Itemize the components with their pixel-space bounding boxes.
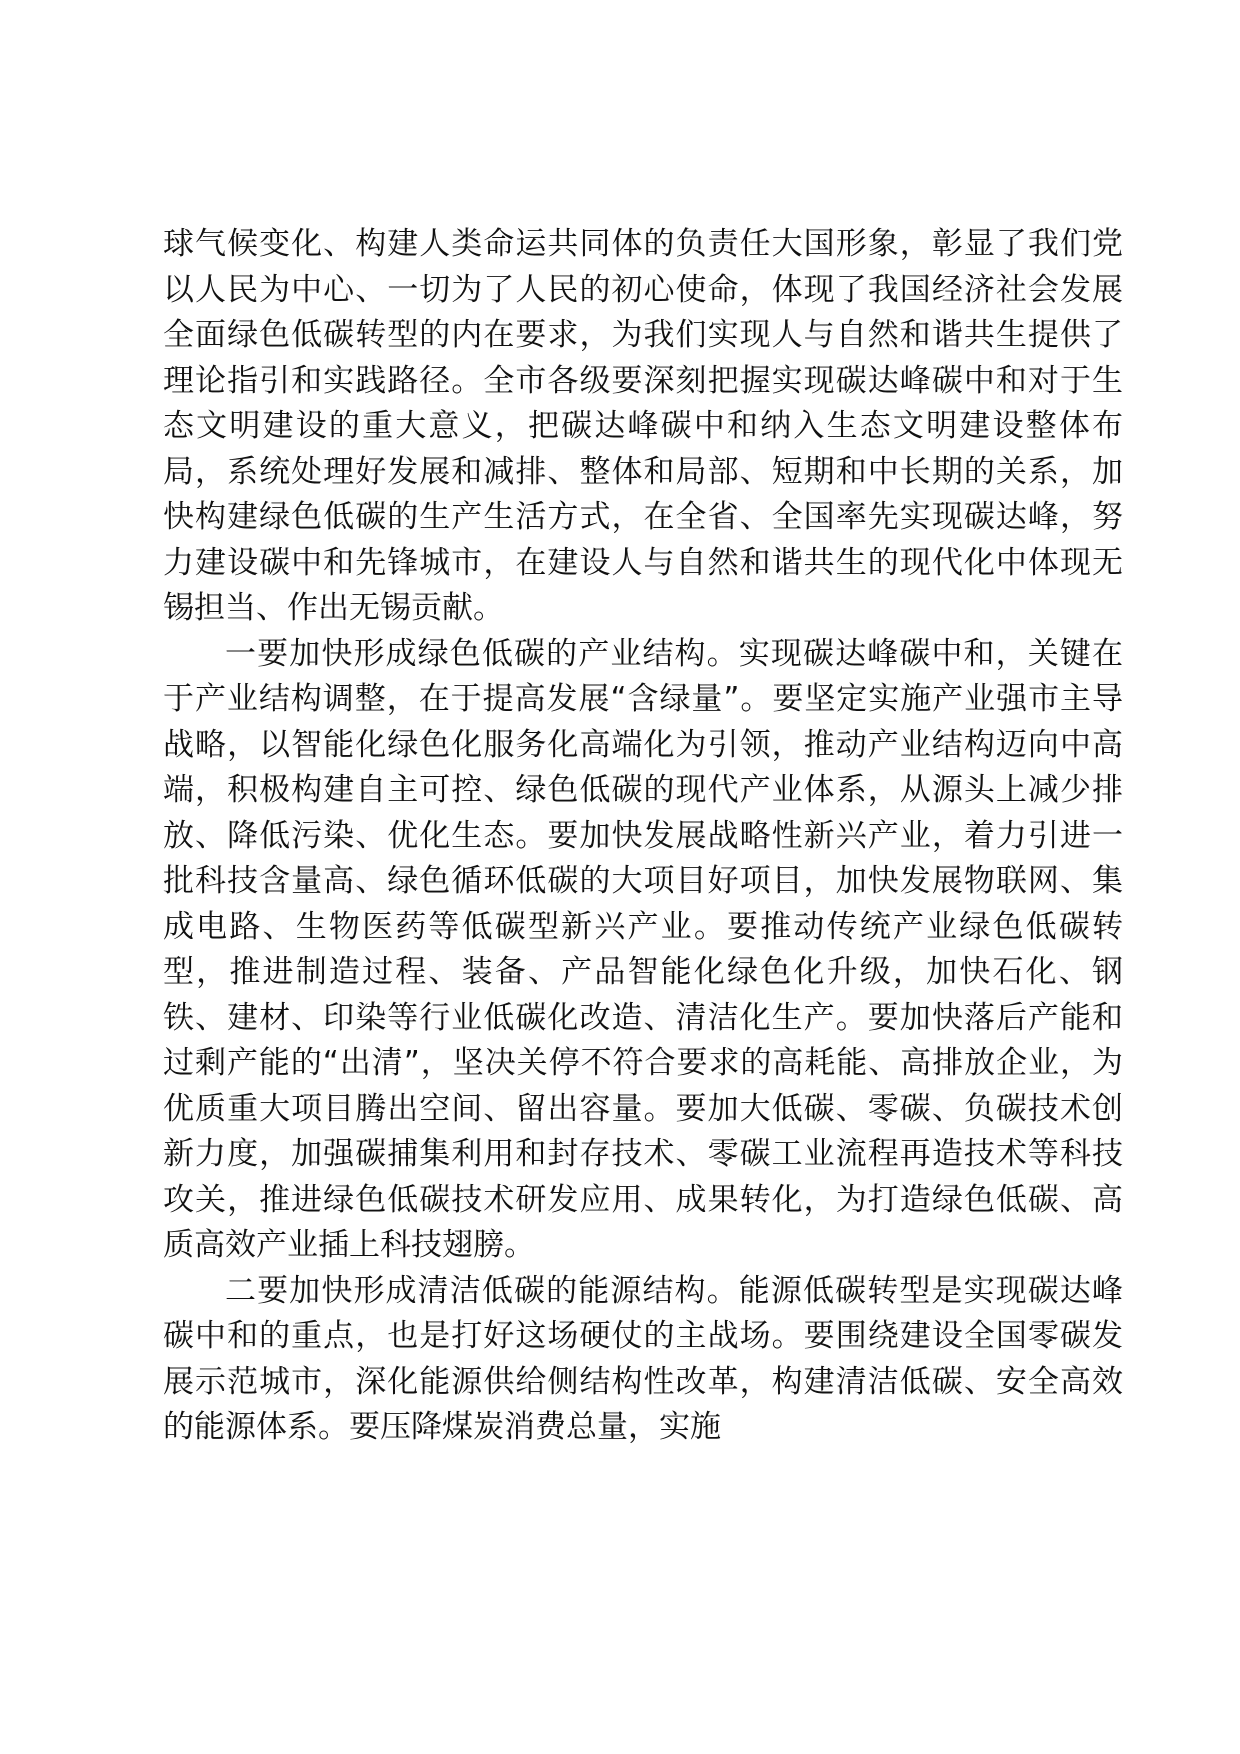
document-body <box>163 222 1123 1451</box>
paragraph-1: 球气候变化、构建人类命运共同体的负责任大国形象，彰显了我们党以人民为中心、一切为了人民的初心使命，体现了我国经济社会发展全面绿色低碳转型的内在要求，为我们实现人与自然和谐共生提供了理论指引和实践路径。全市各级要深刻把握实现碳达峰碳中和对于生态文明建设的重大意义，把碳达峰碳中和纳入生态文明建设整体布局，系统处理好发展和减排、整体和局部、短期和中长期的关系，加快构建绿色低碳的生产生活方式，在全省、全国率先实现碳达峰，努力建设碳中和先锋城市，在建设人与自然和谐共生的现代化中体现无锡担当、作出无锡贡献。 <box>163 226 1123 626</box>
paragraph-2: 一要加快形成绿色低碳的产业结构。实现碳达峰碳中和，关键在于产业结构调整，在于提高发展“含绿量”。要坚定实施产业强市主导战略，以智能化绿色化服务化高端化为引领，推动产业结构迈向中高端，积极构建自主可控、绿色低碳的现代产业体系，从源头上减少排放、降低污染、优化生态。要加快发展战略性新兴产业，着力引进一批科技含量高、绿色循环低碳的大项目好项目，加快发展物联网、集成电路、生物医药等低碳型新兴产业。要推动传统产业绿色低碳转型，推进制造过程、装备、产品智能化绿色化升级，加快石化、钢铁、建材、印染等行业低碳化改造、清洁化生产。要加快落后产能和过剩产能的“出清”，坚决关停不符合要求的高耗能、高排放企业，为优质重大项目腾出空间、留出容量。要加大低碳、零碳、负碳技术创新力度，加强碳捕集利用和封存技术、零碳工业流程再造技术等科技攻关，推进绿色低碳技术研发应用、成果转化，为打造绿色低碳、高质高效产业插上科技翅膀。 <box>163 635 1123 1263</box>
paragraph-3: 二要加快形成清洁低碳的能源结构。能源低碳转型是实现碳达峰碳中和的重点，也是打好这场硬仗的主战场。要围绕建设全国零碳发展示范城市，深化能源供给侧结构性改革，构建清洁低碳、安全高效的能源体系。要压降煤炭消费总量，实施 <box>163 1272 1123 1445</box>
